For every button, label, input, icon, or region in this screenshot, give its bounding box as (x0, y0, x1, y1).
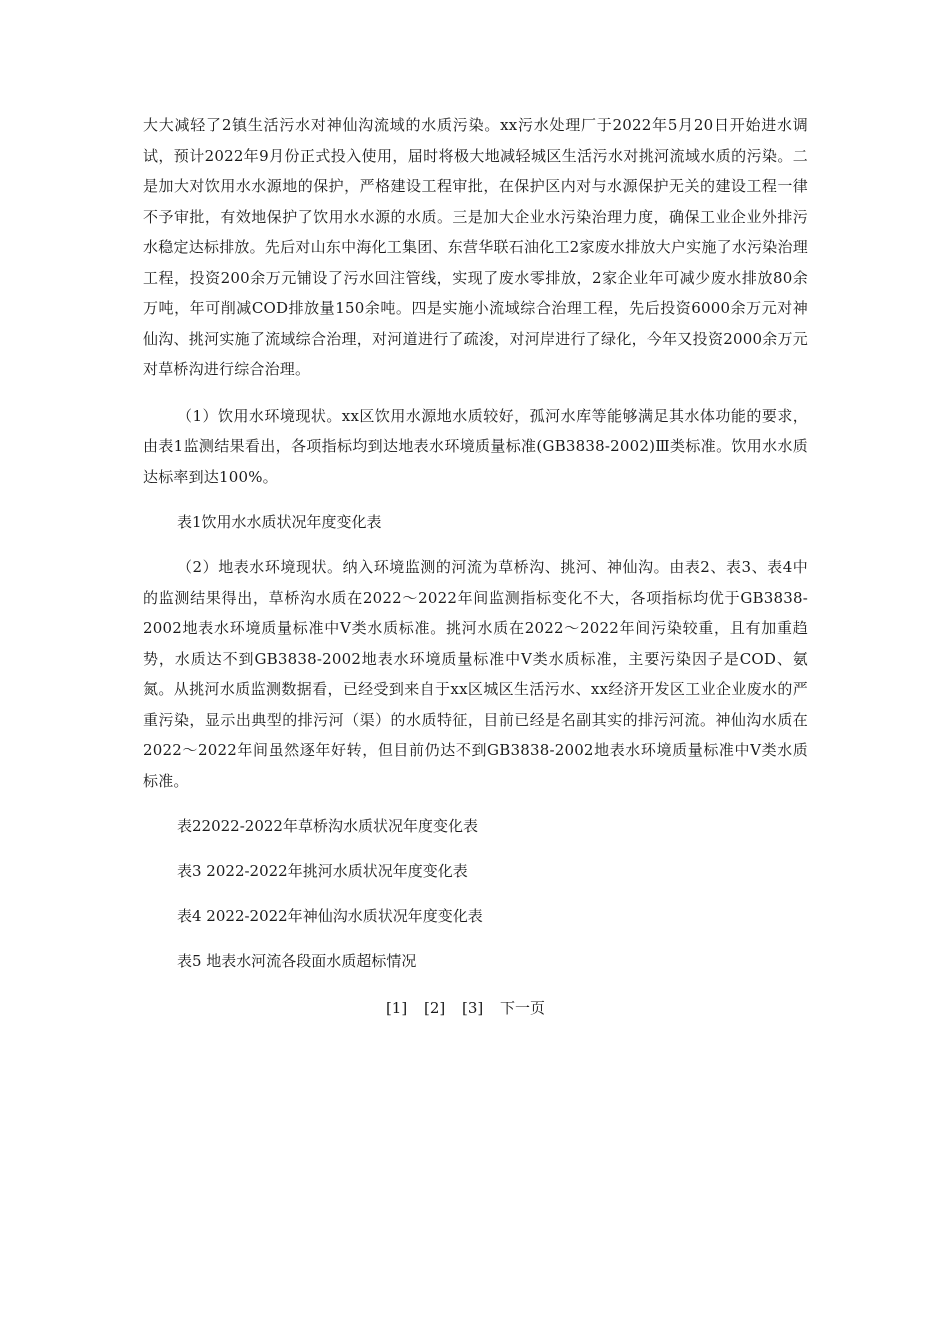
table-caption-1: 表1饮用水水质状况年度变化表 (177, 513, 382, 531)
table-caption-5: 表5 地表水河流各段面水质超标情况 (177, 952, 417, 970)
article-body (143, 110, 808, 1023)
table-caption-2: 表22022-2022年草桥沟水质状况年度变化表 (177, 817, 478, 835)
table-caption-3: 表3 2022-2022年挑河水质状况年度变化表 (177, 862, 468, 880)
page-link-2[interactable]: [2] (423, 999, 446, 1017)
page-link-3[interactable]: [3] (462, 999, 484, 1017)
table-caption-4: 表4 2022-2022年神仙沟水质状况年度变化表 (177, 907, 483, 925)
paragraph-measures: 大大减轻了2镇生活污水对神仙沟流域的水质污染。xx污水处理厂于2022年5月20日开始进水调试，预计2022年9月份正式投入使用，届时将极大地减轻城区生活污水对挑河流域水质的污染。二是加大对饮用水水源地的保护，严格建设工程审批，在保护区内对与水源保护无关的建设工程一律不予审批，有效地保护了饮用水水源的水质。三是加大企业水污染治理力度，确保工业企业外排污水稳定达标排放。先后对山东中海化工集团、东营华联石油化工2家废水排放大户实施了水污染治理工程，投资200余万元铺设了污水回注管线，实现了废水零排放，2家企业年可减少废水排放80余万吨，年可削减COD排放量150余吨。四是实施小流域综合治理工程，先后投资6000余万元对神仙沟、挑河实施了流域综合治理，对河道进行了疏浚，对河岸进行了绿化，今年又投资2000余万元对草桥沟进行综合治理。 (143, 116, 808, 378)
pagination (143, 993, 808, 1023)
paragraph-surface-water: （2）地表水环境现状。纳入环境监测的河流为草桥沟、挑河、神仙沟。由表2、表3、表4中的监测结果得出，草桥沟水质在2022～2022年间监测指标变化不大，各项指标均优于GB3838-2002地表水环境质量标准中Ⅴ类水质标准。挑河水质在2022～2022年间污染较重，且有加重趋势，水质达不到GB3838-2002地表水环境质量标准中Ⅴ类水质标准，主要污染因子是COD、氨氮。从挑河水质监测数据看，已经受到来自于xx区城区生活污水、xx经济开发区工业企业废水的严重污染，显示出典型的排污河（渠）的水质特征，目前已经是名副其实的排污河流。神仙沟水质在2022～2022年间虽然逐年好转，但目前仍达不到GB3838-2002地表水环境质量标准中Ⅴ类水质标准。 (143, 558, 808, 790)
paragraph-drinking-water: （1）饮用水环境现状。xx区饮用水源地水质较好，孤河水库等能够满足其水体功能的要求，由表1监测结果看出，各项指标均到达地表水环境质量标准(GB3838-2002)Ⅲ类标准。饮用水水质达标率到达100%。 (143, 406, 808, 486)
next-page-link[interactable]: 下一页 (500, 999, 546, 1017)
page-link-1[interactable]: [1] (385, 999, 408, 1017)
